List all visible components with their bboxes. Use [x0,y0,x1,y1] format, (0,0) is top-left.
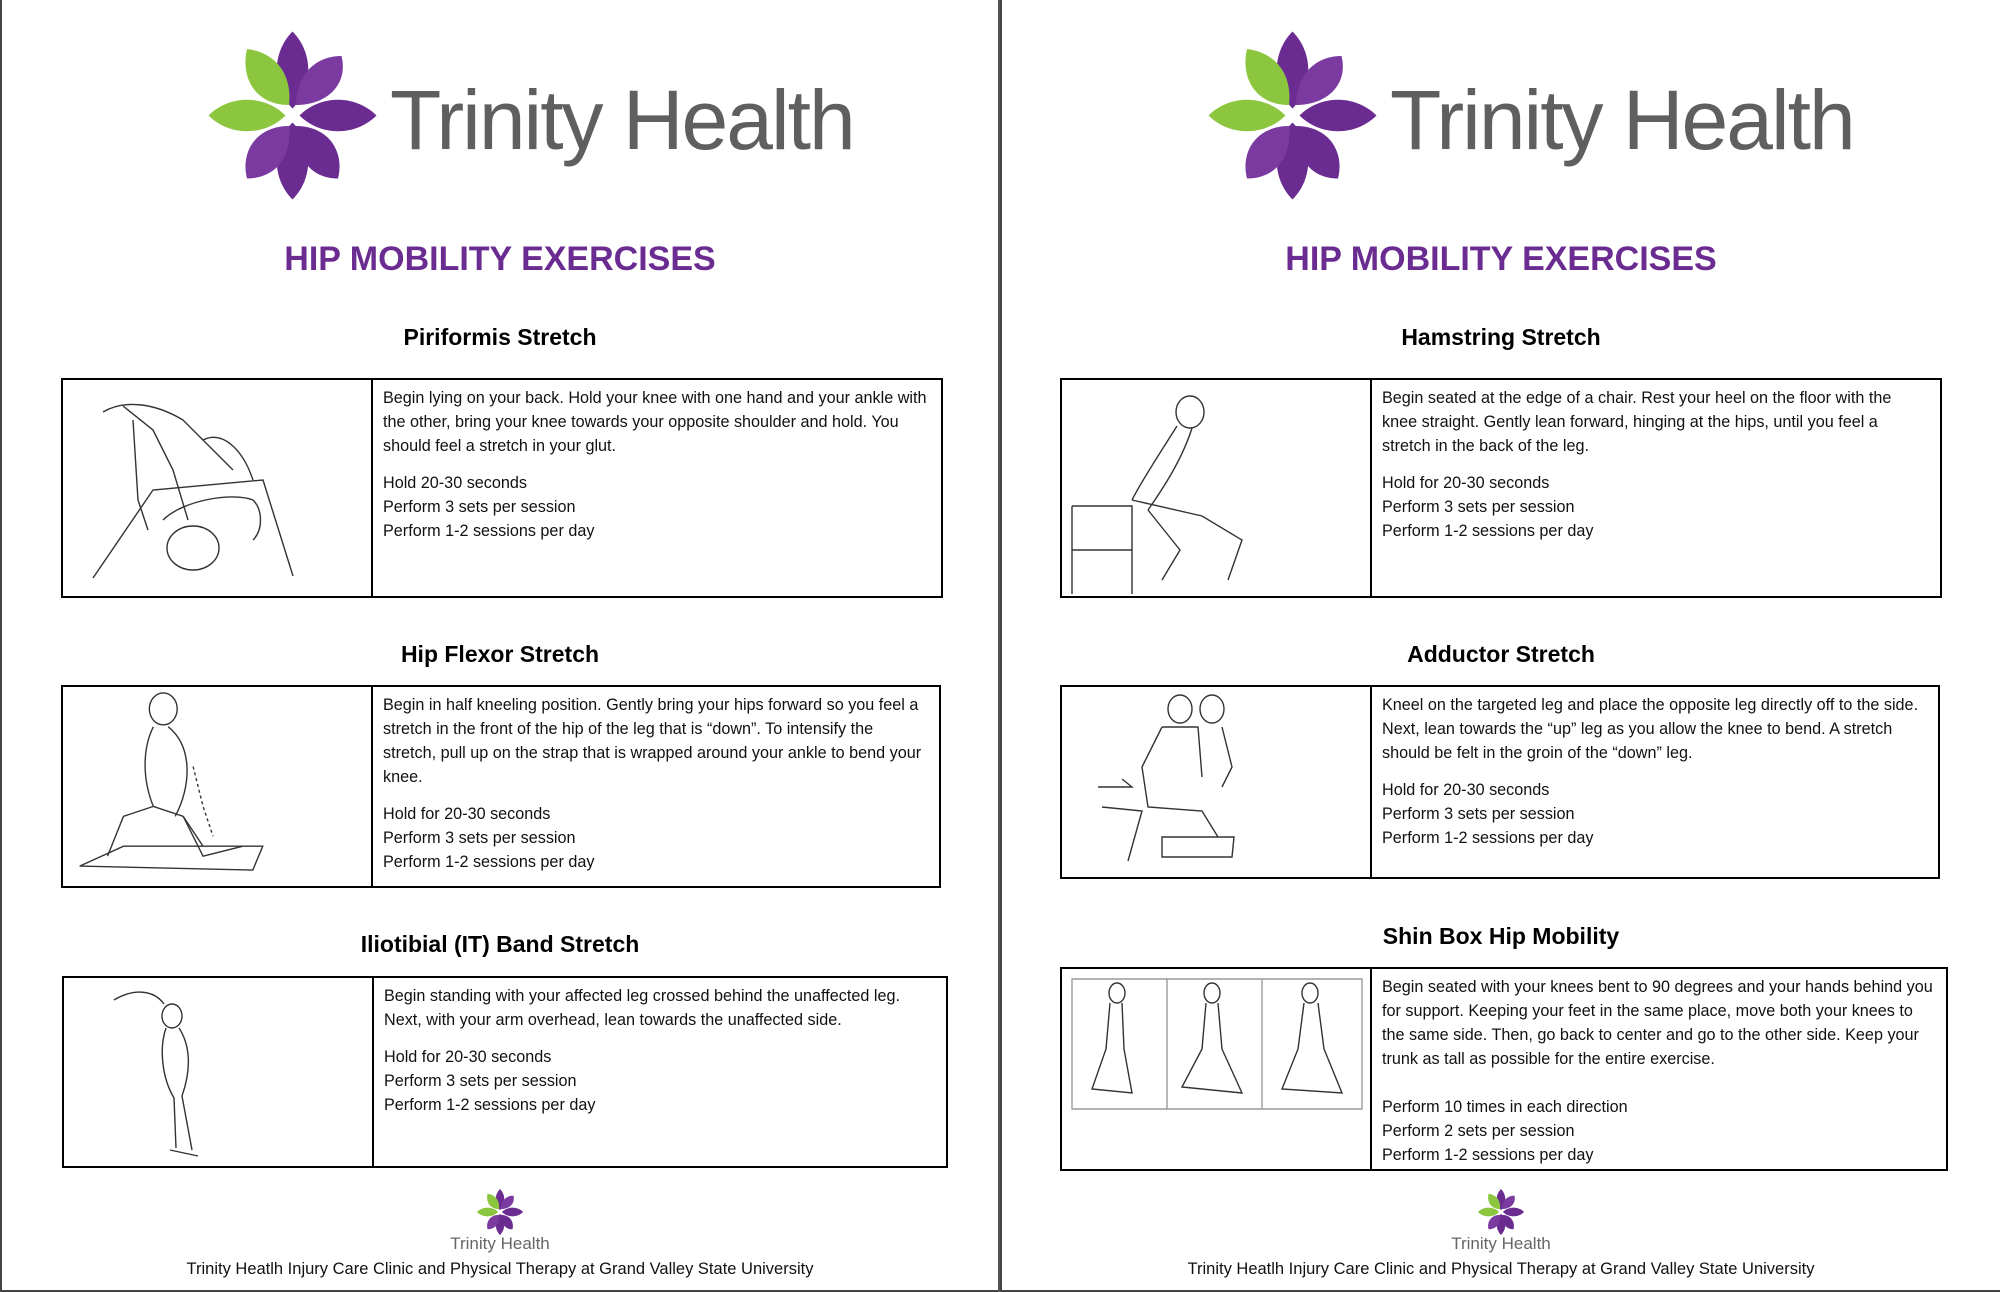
trinity-cross-icon [476,1188,524,1236]
dosage-line: Perform 3 sets per session [1382,498,1575,516]
exercise-description: Begin lying on your back. Hold your knee with one hand and your ankle with the other, bring your knee towards your opposite shoulder and hold. You should feel a stretch in your glut. [383,389,927,455]
logo-wordmark: Trinity Health [1390,73,1854,167]
exercise-card [61,378,943,598]
exercise-dosage [383,471,931,543]
exercise-card [1060,967,1948,1171]
hamstring-illustration [1062,380,1372,596]
exercise-title: Hamstring Stretch [1401,324,1601,350]
exercise-title: Iliotibial (IT) Band Stretch [360,931,640,957]
dosage-line: Perform 1-2 sessions per day [383,522,595,540]
page-title: HIP MOBILITY EXERCISES [1285,240,1717,278]
it-band-illustration [64,978,374,1166]
footer-clinic-name: Trinity Heatlh Injury Care Clinic and Physical Therapy at Grand Valley State University [186,1260,814,1278]
shin-box-illustration [1062,969,1372,1169]
page-right [1000,0,2000,1292]
exercise-dosage [1382,778,1928,850]
dosage-line: Perform 1-2 sessions per day [1382,522,1594,540]
exercise-description: Begin seated at the edge of a chair. Rest your heel on the floor with the knee straight. Gently lean forward, hinging at the hips, until you feel a stretch in the back of the leg. [1382,389,1892,455]
trinity-cross-icon [1205,28,1380,203]
dosage-line: Perform 1-2 sessions per day [383,853,595,871]
dosage-line: Perform 3 sets per session [383,829,576,847]
adductor-illustration [1062,687,1372,877]
trinity-cross-icon [205,28,380,203]
dosage-line: Perform 1-2 sessions per day [1382,829,1594,847]
footer-logo-wordmark: Trinity Health [450,1234,550,1253]
exercise-description: Begin seated with your knees bent to 90 degrees and your hands behind you for support. Keeping your feet in the same place, move both your knees to the same side. Then, go back to center and go to the other side. Keep your trunk as tall as possible for the entire exercise. [1382,978,1933,1068]
footer-clinic-name: Trinity Heatlh Injury Care Clinic and Physical Therapy at Grand Valley State University [1187,1260,1815,1278]
piriformis-illustration [63,380,373,596]
dosage-line: Perform 10 times in each direction [1382,1098,1628,1116]
exercise-title: Adductor Stretch [1407,641,1595,667]
dosage-line: Perform 3 sets per session [1382,805,1575,823]
exercise-title: Hip Flexor Stretch [400,641,600,667]
dosage-line: Hold for 20-30 seconds [383,805,551,823]
exercise-description: Kneel on the targeted leg and place the opposite leg directly off to the side. Next, lean towards the “up” leg as you allow the knee to bend. A stretch should be felt in the groin of the “down” leg. [1382,696,1919,762]
dosage-line: Hold for 20-30 seconds [384,1048,552,1066]
trinity-health-logo [1205,28,1854,203]
exercise-description: Begin in half kneeling position. Gently bring your hips forward so you feel a stretch in the front of the hip of the leg that is “down”. To intensify the stretch, pull up on the strap that is wrapped around your ankle to bend your knee. [383,696,922,786]
trinity-cross-icon [1477,1188,1525,1236]
hip-flexor-illustration [63,687,373,886]
dosage-line: Hold for 20-30 seconds [1382,474,1550,492]
page-footer [1002,1188,2000,1279]
exercise-dosage [1382,471,1930,543]
page-left [0,0,998,1292]
exercise-card [1060,378,1942,598]
dosage-line: Perform 1-2 sessions per day [384,1096,596,1114]
exercise-card [62,976,948,1168]
page-title: HIP MOBILITY EXERCISES [284,240,716,278]
trinity-health-logo [205,28,854,203]
exercise-dosage [1382,1095,1936,1167]
page-footer [2,1188,998,1279]
dosage-line: Perform 2 sets per session [1382,1122,1575,1140]
footer-logo-wordmark: Trinity Health [1451,1234,1551,1253]
dosage-line: Perform 3 sets per session [384,1072,577,1090]
exercise-card [61,685,941,888]
exercise-dosage [384,1045,936,1117]
exercise-title: Shin Box Hip Mobility [1382,923,1620,949]
dosage-line: Perform 1-2 sessions per day [1382,1146,1594,1164]
dosage-line: Hold 20-30 seconds [383,474,527,492]
dosage-line: Hold for 20-30 seconds [1382,781,1550,799]
exercise-card [1060,685,1940,879]
exercise-title: Piriformis Stretch [403,324,597,350]
dosage-line: Perform 3 sets per session [383,498,576,516]
exercise-description: Begin standing with your affected leg crossed behind the unaffected leg. Next, with your arm overhead, lean towards the unaffected side. [384,987,900,1029]
logo-wordmark: Trinity Health [390,73,854,167]
exercise-dosage [383,802,929,874]
